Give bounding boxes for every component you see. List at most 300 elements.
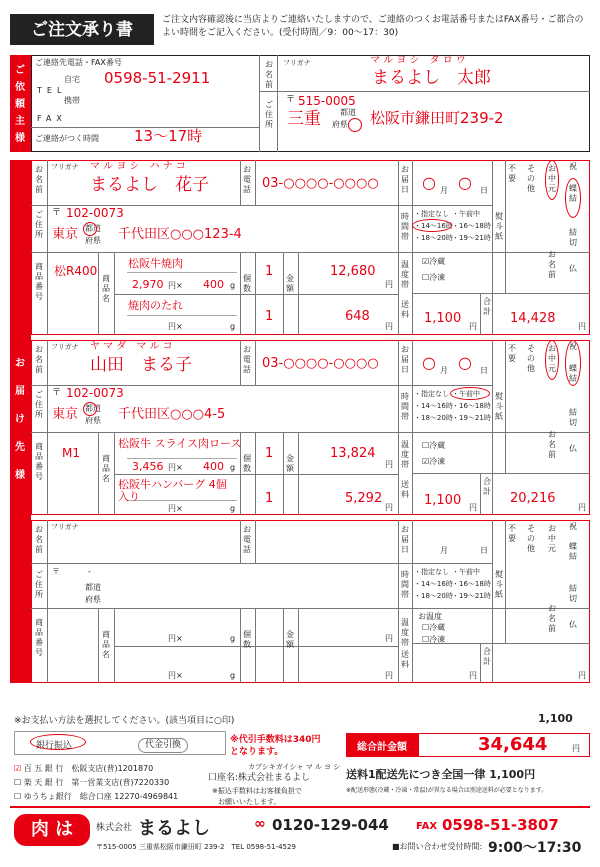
- company-name: まるよし: [138, 818, 210, 839]
- labels-yen: 円: [385, 503, 393, 512]
- labels-address: ご住所: [35, 210, 43, 239]
- labels-yen-sym: 〒: [52, 388, 62, 398]
- labels-fuyo: 不要: [508, 164, 516, 183]
- labels-time-opts-0: ・指定なし: [414, 210, 449, 218]
- labels-unit-yen: 円×: [168, 634, 183, 643]
- labels-noshi: 熨斗紙: [495, 392, 503, 421]
- labels-temp: 温度帯: [401, 440, 409, 469]
- rule-line: [480, 473, 481, 515]
- labels-unit-g: g: [230, 281, 236, 290]
- labels-price: 金額: [286, 454, 294, 473]
- summary-shipping-note: 送料1配送先につき全国一律: [346, 768, 486, 781]
- requester-pref: 三重: [287, 109, 321, 129]
- labels-yen: 円: [385, 634, 393, 643]
- labels-month: 月: [440, 186, 448, 195]
- labels-furigana: フリガナ: [51, 163, 79, 171]
- payment-banks-0: 百 五 銀 行 松阪支店(普)1201870: [23, 764, 154, 773]
- labels-yen-sym: 〒: [52, 567, 60, 576]
- orders-1-day: ○: [458, 353, 472, 372]
- requester-address-label: ご住所: [265, 100, 273, 129]
- form-cell: ☑冷蔵: [422, 257, 446, 266]
- labels-time-opts-0: ・指定なし: [414, 390, 449, 398]
- labels-yen: 円: [578, 671, 586, 680]
- rule-line: [255, 608, 256, 683]
- orders-0-items-0-unit: 2,970: [132, 278, 164, 291]
- labels-unit-g: g: [230, 671, 236, 680]
- fax-label: FAX: [416, 821, 438, 832]
- rule-line: [398, 520, 399, 683]
- form-cell: ☑冷凍: [422, 457, 446, 466]
- labels-yen-sym: 〒: [52, 208, 62, 218]
- bank-1: [14, 764, 153, 774]
- requester-band-label: ご依頼主様: [15, 65, 25, 144]
- order-1-name: まるよし 花子: [90, 175, 209, 195]
- shipping-fine-print: ※配送形態(冷蔵・冷凍・常温)が異なる場合は別途送料が必要となります。: [346, 787, 548, 794]
- header-note: ご注文内容確認後に当店よりご連絡いたしますので、ご連絡のつくお電話番号またはFAX番号・ご都合のよい時間をご記入ください。(受付時間／9：00～17：30): [162, 15, 584, 38]
- payment-note: ※お支払い方法を選択してください。(該当項目に○印): [14, 716, 235, 726]
- labels-hotoke: 仏: [569, 620, 577, 629]
- order-2-postal: 102-0073: [66, 386, 124, 400]
- rule-line: [240, 608, 241, 683]
- tel-label: TEL: [37, 86, 67, 95]
- labels-todo: 都道: [85, 583, 101, 592]
- labels-name: お名前: [35, 345, 43, 374]
- labels-reito: 冷凍: [429, 457, 446, 466]
- orders-1-items-0-price: 13,824: [330, 446, 376, 461]
- requester-postal: 515-0005: [298, 94, 356, 108]
- order-2-furigana: ヤ マ ダ マ ル コ: [90, 341, 173, 352]
- rule-line: [255, 252, 256, 335]
- rule-line: [114, 432, 115, 515]
- bank-3: ☐ ゆうちょ銀行 総合口座 12270-4969841: [14, 792, 179, 801]
- labels-phone: お電話: [243, 345, 251, 374]
- labels-shipping: 送料: [401, 300, 409, 319]
- rule-line: [127, 272, 237, 273]
- rule-line: [398, 340, 399, 515]
- selection-circle: [545, 160, 559, 200]
- labels-shipping: 送料: [401, 650, 409, 669]
- orders-0-items-1-qty: 1: [265, 309, 274, 324]
- cod-option[interactable]: 代金引換: [138, 738, 188, 753]
- orders-0-items-0-price: 12,680: [330, 264, 376, 279]
- rule-line: [505, 160, 506, 293]
- orders-0-items-0-qty: 1: [265, 264, 274, 279]
- order-1-total: 14,428: [510, 311, 556, 326]
- order-1-code: 松R400: [54, 264, 98, 278]
- account-kana: カブシキガイシャ マ ル ヨ シ: [248, 763, 341, 771]
- labels-time-opts-0: ・指定なし: [414, 568, 449, 576]
- orders-1-items-0-weight: 400: [203, 460, 224, 473]
- labels-sonota: その他: [527, 164, 535, 193]
- order-2-phone: 03-○○○○-○○○○: [262, 356, 379, 371]
- rule-line: [492, 340, 493, 473]
- labels-noshi: 熨斗紙: [495, 570, 503, 599]
- summary-shipping-fee: 1,100円: [489, 768, 536, 781]
- labels-unit-yen: 円×: [168, 322, 183, 331]
- labels-month: 月: [440, 366, 448, 375]
- rule-line: [47, 160, 48, 335]
- labels-price: 金額: [286, 630, 294, 649]
- labels-date: お届日: [401, 165, 409, 194]
- order-1-postal: 102-0073: [66, 206, 124, 220]
- labels-unit-yen: 円×: [168, 281, 183, 290]
- labels-qty: 個数: [243, 630, 251, 649]
- requester-furigana-label: フリガナ: [283, 59, 311, 67]
- grand-total-amount: 34,644: [478, 734, 548, 755]
- labels-choketsu: 蝶結: [569, 542, 577, 561]
- selection-circle: [565, 340, 581, 386]
- labels-reizo: 冷蔵: [429, 257, 446, 266]
- fee-note-1: ※振込手数料はお客様負担で: [212, 787, 302, 795]
- labels-oiwai: 祝: [569, 522, 577, 531]
- rule-line: [240, 252, 241, 335]
- rule-line: [114, 252, 115, 335]
- labels-qty: 個数: [243, 274, 251, 293]
- rule-line: [412, 473, 590, 474]
- labels-yen: 円: [385, 460, 393, 469]
- labels-time-opts-1: ・午前中: [452, 210, 480, 218]
- labels-product: 商品名: [102, 274, 110, 303]
- labels-fuyo: 不要: [508, 524, 516, 543]
- labels-time: 時間帯: [401, 570, 409, 599]
- labels-choketsu: 蝶結: [569, 184, 577, 203]
- rule-line: [298, 252, 299, 335]
- selection-circle: [412, 219, 452, 232]
- rule-line: [298, 432, 299, 515]
- labels-reizo: 冷蔵: [429, 441, 446, 450]
- labels-time-opts-1: ・午前中: [452, 568, 480, 576]
- labels-address: ご住所: [35, 570, 43, 599]
- rule-line: [480, 643, 481, 683]
- company-address: 〒515-0005 三重県松阪市鎌田町 239-2 TEL 0598-51-4529: [96, 843, 296, 851]
- labels-yen: 円: [385, 322, 393, 331]
- labels-phone: お電話: [243, 525, 251, 554]
- labels-code: 商品番号: [35, 262, 43, 301]
- rule-line: [492, 160, 493, 293]
- labels-todo: 都道: [85, 404, 101, 413]
- orders-1-items-0-qty: 1: [265, 446, 274, 461]
- orders-1-month: ○: [422, 353, 436, 372]
- rule-line: [412, 293, 590, 294]
- rule-line: [98, 252, 99, 335]
- labels-furigana: フリガナ: [51, 343, 79, 351]
- rule-line: [505, 520, 506, 643]
- summary-yen: 円: [572, 744, 580, 753]
- rule-line: [98, 432, 99, 515]
- labels-product: 商品名: [102, 630, 110, 659]
- payment-account-label: 口座名:: [208, 773, 239, 783]
- labels-time-opts-5: ・19～21時: [452, 592, 491, 600]
- rule-line: [283, 608, 284, 683]
- labels-fuyo: 不要: [508, 344, 516, 363]
- labels-date: お届日: [401, 345, 409, 374]
- labels-code: 商品番号: [35, 618, 43, 657]
- rule-line: [283, 252, 284, 335]
- order-2-total: 20,216: [510, 491, 556, 506]
- order-2-name: 山田 まる子: [90, 355, 192, 375]
- labels-furigana: フリガナ: [51, 523, 79, 531]
- order-2-item-2-name: 松阪牛ハンバーグ 4個入り: [118, 478, 227, 503]
- labels-unit-g: g: [230, 463, 236, 472]
- labels-month: 月: [440, 546, 448, 555]
- rule-line: [412, 520, 413, 683]
- order-2-item-1-name: 松阪牛 スライス肉ロース: [118, 437, 242, 450]
- order-1-city: 千代田区○○○123-4: [118, 227, 242, 242]
- payment-banks-1: 楽 天 銀 行 第一営業支店(普)7220330: [23, 778, 170, 787]
- labels-day: 日: [480, 186, 488, 195]
- labels-subtotal: 合計: [483, 477, 491, 496]
- rule-line: [492, 520, 493, 643]
- company-prefix: 株式会社: [96, 823, 133, 833]
- form-cell: ☐冷凍: [422, 635, 446, 644]
- hours-label: ■お問い合わせ受付時間:: [392, 842, 483, 851]
- labels-time-opts-3: ・16～18時: [452, 580, 491, 588]
- rule-line: [412, 160, 413, 335]
- labels-time-opts-5: ・19～21時: [452, 234, 491, 242]
- labels-time-opts-4: ・18～20時: [414, 234, 453, 242]
- labels-time-opts-1: ・午前中: [452, 390, 480, 398]
- labels-kekkiri: 結切: [569, 408, 577, 427]
- rule-line: [259, 55, 260, 152]
- orders-0-items-0-weight: 400: [203, 278, 224, 291]
- company-logo: 肉 は: [14, 814, 90, 846]
- rule-line: [492, 643, 493, 683]
- requester-name: まるよし 太郎: [372, 68, 491, 88]
- page-title: ご注文承り書: [31, 20, 133, 40]
- labels-todo: 都道: [85, 224, 101, 233]
- rule-line: [412, 340, 413, 515]
- grand-total-label: 総合計金額: [357, 742, 407, 753]
- time-label: ご連絡がつく時間: [35, 134, 99, 143]
- order-2-pref: 東京: [52, 407, 79, 422]
- labels-time-opts-2: ・14～16時: [414, 580, 453, 588]
- labels-yen: 円: [385, 280, 393, 289]
- labels-phone: お電話: [243, 165, 251, 194]
- labels-yen: 円: [469, 503, 477, 512]
- labels-time: 時間帯: [401, 392, 409, 421]
- labels-yen: 円: [578, 322, 586, 331]
- labels-product: 商品名: [102, 454, 110, 483]
- rule-line: [240, 520, 241, 563]
- labels-reito: 冷凍: [429, 273, 446, 282]
- labels-name: お名前: [35, 525, 43, 554]
- home-label: 自宅: [64, 75, 80, 84]
- orders-0-items-1-price: 648: [345, 309, 370, 324]
- selection-circle: [565, 178, 581, 218]
- labels-name: お名前: [35, 165, 43, 194]
- rule-line: [255, 160, 256, 205]
- rule-line: [114, 294, 398, 295]
- labels-shipping: 送料: [401, 480, 409, 499]
- requester-ken-circle: [348, 118, 362, 132]
- fee-note-2: お願いいたします。: [218, 798, 281, 806]
- rule-line: [283, 432, 284, 515]
- labels-time: 時間帯: [401, 212, 409, 241]
- rule-line: [127, 458, 237, 459]
- requester-todo: 都道: [340, 108, 356, 117]
- order-2-code: M1: [62, 446, 80, 460]
- orders-0-month: ○: [422, 173, 436, 192]
- rule-line: [492, 293, 493, 335]
- contact-label: ご連絡先電話・FAX番号: [35, 58, 122, 67]
- free-dial-icon: ∞: [254, 816, 266, 832]
- order-1-phone: 03-○○○○-○○○○: [262, 176, 379, 191]
- rule-line: [98, 608, 99, 683]
- labels-fuken: 府県: [85, 236, 101, 245]
- order-2-city: 千代田区○○○4-5: [118, 407, 226, 422]
- rule-line: [114, 474, 398, 475]
- labels-namae: お名前: [548, 250, 556, 279]
- labels-qty: 個数: [243, 454, 251, 473]
- cod-fee-note: ※代引手数料は340円となります。: [230, 735, 321, 757]
- shipping-note: [346, 766, 535, 782]
- fax-label: FAX: [37, 114, 67, 123]
- labels-yen: 円: [385, 671, 393, 680]
- labels-unit-yen: 円×: [168, 463, 183, 472]
- selection-circle: [545, 340, 559, 380]
- payment-account-name: 株式会社まるよし: [238, 773, 311, 783]
- rule-line: [240, 340, 241, 385]
- order-1-furigana: マ ル ヨ シ ハ ナ コ: [90, 161, 186, 172]
- selection-circle: [83, 222, 97, 236]
- rule-line: [31, 563, 492, 564]
- form-cell: ☐冷凍: [422, 273, 446, 282]
- labels-oiwai: 祝: [569, 342, 577, 351]
- labels-reizo: 冷蔵: [429, 623, 446, 632]
- account-label: [208, 773, 310, 783]
- rule-line: [255, 520, 256, 563]
- labels-kekkiri: 結切: [569, 228, 577, 247]
- bank-2: ☐ 楽 天 銀 行 第一営業支店(普)7220330: [14, 778, 170, 787]
- rule-line: [127, 315, 237, 316]
- rule-line: [47, 520, 48, 683]
- labels-subtotal: 合計: [483, 297, 491, 316]
- rule-line: [480, 293, 481, 335]
- order-1-pref: 東京: [52, 227, 79, 242]
- labels-sonota: その他: [527, 344, 535, 373]
- bank-transfer-circle: [30, 734, 86, 750]
- labels-time-opts-3: ・16～18時: [452, 222, 491, 230]
- labels-fuken: 府県: [85, 416, 101, 425]
- orders-0-day: ○: [458, 173, 472, 192]
- labels-kekkiri: 結切: [569, 584, 577, 603]
- requester-name-label: お名前: [265, 60, 273, 89]
- orders-0-shipping: 1,100: [424, 311, 462, 326]
- labels-hotoke: 仏: [569, 444, 577, 453]
- labels-code: 商品番号: [35, 442, 43, 481]
- labels-noshi: 熨斗紙: [495, 212, 503, 241]
- payment-banks-2: ゆうちょ銀行 総合口座 12270-4969841: [23, 792, 179, 801]
- rule-line: [505, 340, 506, 473]
- labels-namae: お名前: [548, 430, 556, 459]
- requester-fuken: 府県: [332, 120, 348, 129]
- labels-time-opts-4: ・18～20時: [414, 592, 453, 600]
- labels-ochugen: お中元: [548, 164, 556, 193]
- selection-circle: [450, 387, 490, 400]
- home-phone: 0598-51-2911: [104, 69, 211, 87]
- labels-fuken: 府県: [85, 595, 101, 604]
- requester-postal-mark: 〒: [286, 95, 296, 105]
- labels-yen: 円: [469, 322, 477, 331]
- labels-time-opts-2: ・14～16時: [414, 222, 453, 230]
- form-cell: ☑: [14, 764, 22, 773]
- labels-reito: 冷凍: [429, 635, 446, 644]
- orders-1-items-1-qty: 1: [265, 491, 274, 506]
- labels-time-opts-3: ・16～18時: [452, 402, 491, 410]
- labels-unit-yen: 円×: [168, 671, 183, 680]
- rule-line: [114, 608, 115, 683]
- todoke-band-label: お届け先様: [15, 358, 25, 481]
- labels-yen: 円: [578, 503, 586, 512]
- rule-line: [114, 646, 398, 647]
- mobile-label: 携帯: [64, 96, 80, 105]
- requester-furigana: マ ル ヨ シ タ ロ ウ: [370, 55, 466, 66]
- labels-unit-yen: 円×: [168, 504, 183, 513]
- rule-line: [398, 160, 399, 335]
- labels-temp: 温度帯: [401, 618, 409, 647]
- rule-line: [492, 473, 493, 515]
- rule-line: [240, 160, 241, 205]
- top-right-amount: 1,100: [538, 712, 573, 725]
- labels-sonota: その他: [527, 524, 535, 553]
- rule-line: [255, 432, 256, 515]
- rule-line: [277, 55, 278, 152]
- labels-dash: -: [88, 567, 91, 576]
- requester-city: 松阪市鎌田町239-2: [370, 109, 504, 127]
- rule-line: [298, 608, 299, 683]
- labels-day: 日: [480, 366, 488, 375]
- labels-subtotal: 合計: [483, 647, 491, 666]
- bank-transfer-option[interactable]: 銀行振込: [36, 741, 73, 751]
- form-cell: ☐冷蔵: [422, 441, 446, 450]
- rule-line: [259, 91, 590, 92]
- fax-number: 0598-51-3807: [442, 816, 559, 834]
- labels-choketsu: 蝶結: [569, 364, 577, 383]
- footer-divider: [10, 806, 590, 808]
- form-cell: ☐冷蔵: [422, 623, 446, 632]
- labels-unit-g: g: [230, 504, 236, 513]
- labels-unit-g: g: [230, 634, 236, 643]
- order-1-item-1-name: 松阪牛焼肉: [128, 257, 183, 270]
- rule-line: [255, 340, 256, 385]
- orders-1-shipping: 1,100: [424, 493, 462, 508]
- free-dial-number: 0120-129-044: [272, 816, 389, 834]
- labels-hotoke: 仏: [569, 264, 577, 273]
- time-value: 13～17時: [134, 127, 203, 145]
- labels-day: 日: [480, 546, 488, 555]
- labels-ochugen: お中元: [548, 524, 556, 553]
- labels-yen: 円: [469, 671, 477, 680]
- labels-kono: お温度: [418, 612, 442, 621]
- labels-temp: 温度帯: [401, 260, 409, 289]
- selection-circle: [83, 402, 97, 416]
- labels-time-opts-2: ・14～16時: [414, 402, 453, 410]
- labels-date: お届日: [401, 525, 409, 554]
- hours: 9:00～17:30: [488, 840, 582, 856]
- labels-time-opts-5: ・19～21時: [452, 414, 491, 422]
- labels-time-opts-4: ・18～20時: [414, 414, 453, 422]
- labels-unit-g: g: [230, 322, 236, 331]
- rule-line: [47, 340, 48, 515]
- orders-1-items-0-unit: 3,456: [132, 460, 164, 473]
- labels-ochugen: お中元: [548, 344, 556, 373]
- orders-1-items-1-price: 5,292: [345, 491, 383, 506]
- labels-price: 金額: [286, 274, 294, 293]
- labels-oiwai: 祝: [569, 162, 577, 171]
- order-1-item-2-name: 焼肉のたれ: [128, 299, 183, 312]
- labels-address: ご住所: [35, 390, 43, 419]
- labels-namae: お名前: [548, 604, 556, 633]
